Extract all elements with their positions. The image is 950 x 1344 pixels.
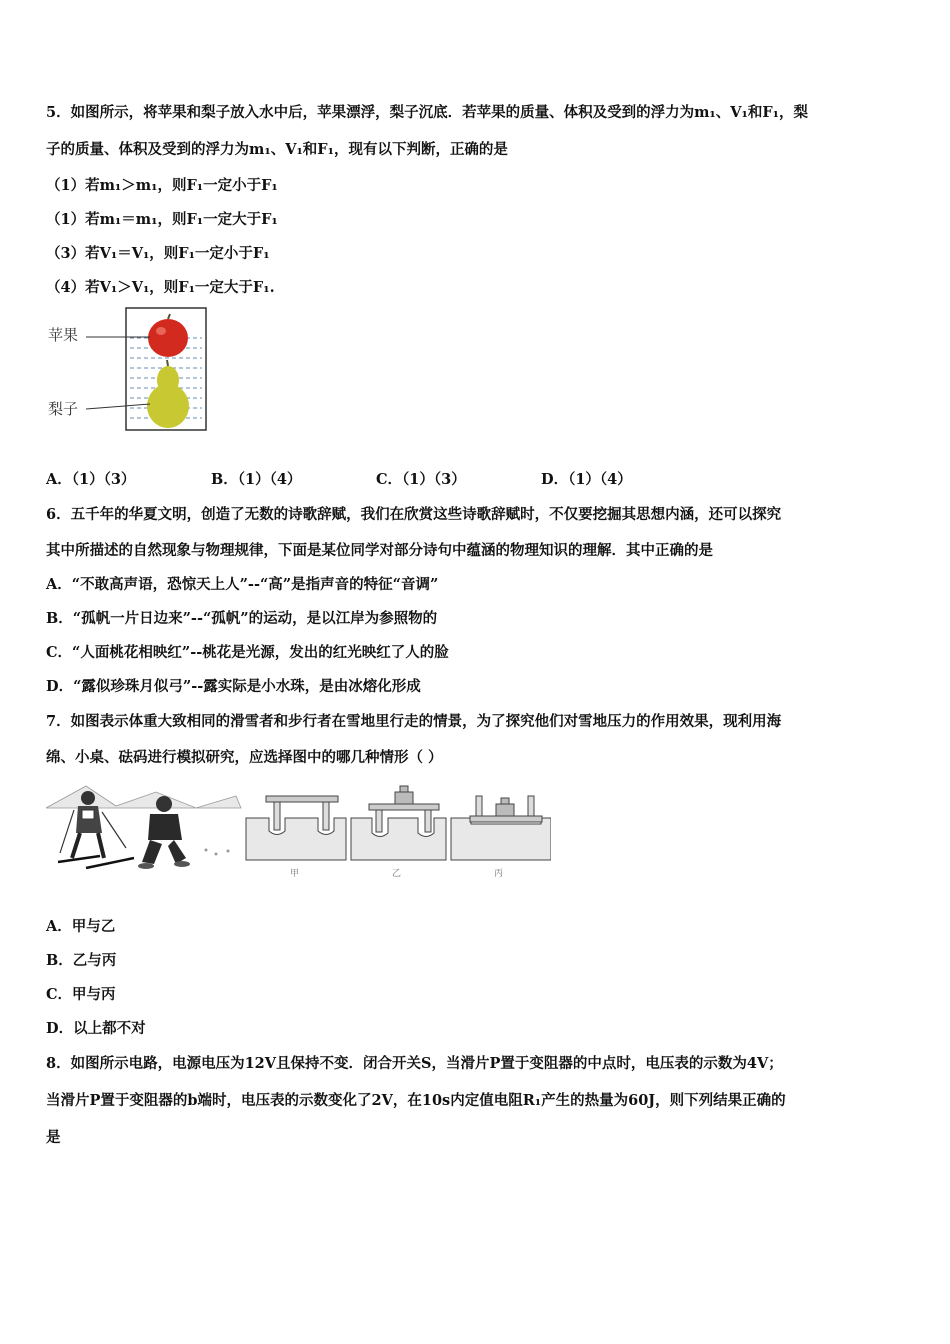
q5-option-b[interactable]: B．（1）（4） xyxy=(211,471,302,488)
q8-stem-line-2: 当滑片P置于变阻器的b端时，电压表的示数变化了2V，在10s内定值电阻R₁产生的热量为60J，则下列结果正确的 xyxy=(46,1092,786,1109)
q8-stem-line-3: 是 xyxy=(46,1129,61,1146)
q5-statement-3: （3）若V₁＝V₁，则F₁一定小于F₁ xyxy=(46,245,270,262)
weight-icon xyxy=(395,792,413,804)
skier-walker-scene xyxy=(46,786,241,869)
q7-stem-line-2: 绵、小桌、砝码进行模拟研究，应选择图中的哪几种情形（ ） xyxy=(46,749,443,766)
q6-option-c[interactable]: C．“人面桃花相映红”--桃花是光源，发出的红光映红了人的脸 xyxy=(46,644,449,661)
weight-icon xyxy=(496,804,514,816)
q5-option-c[interactable]: C．（1）（3） xyxy=(376,471,466,488)
apple-icon xyxy=(148,319,188,357)
q7-option-c[interactable]: C．甲与丙 xyxy=(46,986,116,1003)
q5-apple-pear-figure xyxy=(46,306,216,434)
q7-option-b[interactable]: B．乙与丙 xyxy=(46,952,117,969)
q6-option-b[interactable]: B．“孤帆一片日边来”--“孤帆”的运动，是以江岸为参照物的 xyxy=(46,610,438,627)
label-pear: 梨子 xyxy=(48,400,79,418)
caption-bing: 丙 xyxy=(494,869,504,879)
q5-stem-line-1: 5．如图所示，将苹果和梨子放入水中后，苹果漂浮，梨子沉底．若苹果的质量、体积及受到的浮力为m₁、V₁和F₁，梨 xyxy=(46,104,809,121)
q7-stem-line-1: 7．如图表示体重大致相同的滑雪者和步行者在雪地里行走的情景，为了探究他们对雪地压力的作用效果，现利用海 xyxy=(46,713,782,730)
q7-figure xyxy=(46,778,551,880)
q8-stem-line-1: 8．如图所示电路，电源电压为12V且保持不变．闭合开关S，当滑片P置于变阻器的中点时，电压表的示数为4V； xyxy=(46,1055,783,1072)
q5-options xyxy=(46,470,632,490)
q6-stem-line-1: 6．五千年的华夏文明，创造了无数的诗歌辞赋，我们在欣赏这些诗歌辞赋时，不仅要挖掘其思想内涵，还可以探究 xyxy=(46,506,782,523)
q5-stem-line-2: 子的质量、体积及受到的浮力为m₁、V₁和F₁，现有以下判断，正确的是 xyxy=(46,141,508,158)
caption-jia: 甲 xyxy=(290,869,300,879)
setup-yi xyxy=(351,786,446,879)
q5-statement-1: （1）若m₁＞m₁，则F₁一定小于F₁ xyxy=(46,177,278,194)
caption-yi: 乙 xyxy=(392,869,402,879)
q5-option-a[interactable]: A．（1）（3） xyxy=(46,471,136,488)
q5-statement-2: （1）若m₁＝m₁，则F₁一定大于F₁ xyxy=(46,211,278,228)
label-apple: 苹果 xyxy=(48,326,79,344)
setup-jia xyxy=(246,796,346,879)
setup-bing xyxy=(451,796,551,879)
q7-option-a[interactable]: A．甲与乙 xyxy=(46,918,116,935)
q7-option-d[interactable]: D．以上都不对 xyxy=(46,1020,146,1037)
q6-option-a[interactable]: A．“不敢高声语，恐惊天上人”--“高”是指声音的特征“音调” xyxy=(46,576,439,593)
q5-statement-4: （4）若V₁＞V₁，则F₁一定大于F₁. xyxy=(46,279,275,296)
q5-option-d[interactable]: D．（1）（4） xyxy=(541,471,632,488)
q6-option-d[interactable]: D．“露似珍珠月似弓”--露实际是小水珠，是由冰熔化形成 xyxy=(46,678,421,695)
q6-stem-line-2: 其中所描述的自然现象与物理规律，下面是某位同学对部分诗句中蕴涵的物理知识的理解．其中正确的是 xyxy=(46,542,713,559)
